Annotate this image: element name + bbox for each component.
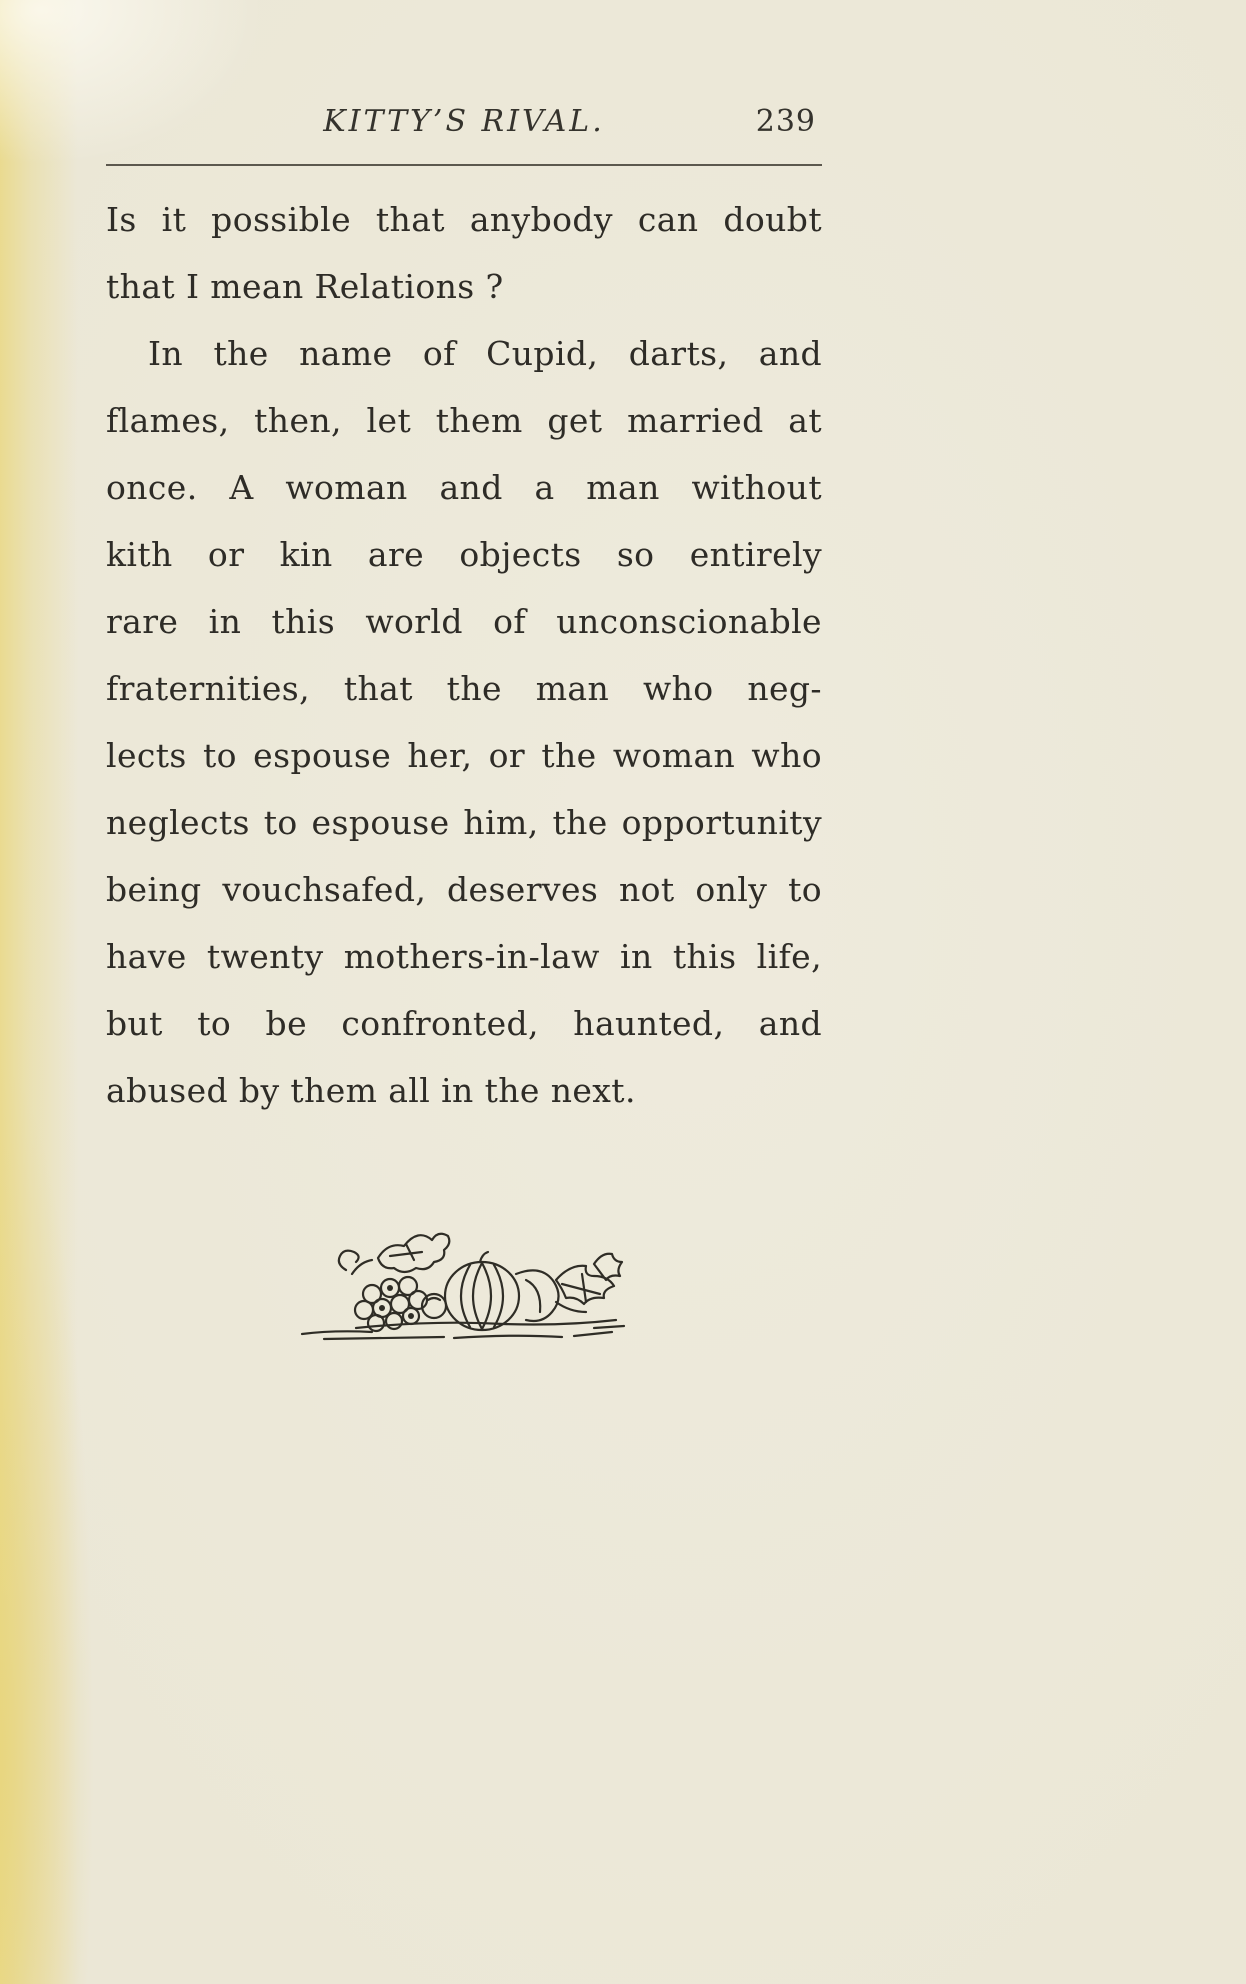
text-line: that I mean Relations ? bbox=[106, 267, 504, 306]
text-line: have twenty mothers-in-law in this life, bbox=[106, 937, 822, 976]
vignette-container bbox=[106, 1208, 822, 1346]
text-line: flames, then, let them get married at bbox=[106, 401, 822, 440]
text-line: neglects to espouse him, the opportunity bbox=[106, 803, 822, 842]
text-line: being vouchsafed, deserves not only to bbox=[106, 870, 822, 909]
body-text bbox=[106, 186, 822, 1124]
page-title: KITTY’S RIVAL. bbox=[323, 104, 605, 139]
text-line: but to be confronted, haunted, and bbox=[106, 1004, 822, 1043]
text-line: lects to espouse her, or the woman who bbox=[106, 736, 822, 775]
paragraph-2 bbox=[106, 320, 822, 1124]
text-line: abused by them all in the next. bbox=[106, 1071, 636, 1110]
page-number: 239 bbox=[755, 104, 816, 139]
paragraph-1 bbox=[106, 186, 822, 320]
text-block bbox=[106, 0, 822, 1346]
fruit-vignette-illustration bbox=[294, 1208, 634, 1346]
text-line: rare in this world of unconscionable bbox=[106, 602, 822, 641]
text-line: kith or kin are objects so entirely bbox=[106, 535, 822, 574]
running-head bbox=[106, 104, 822, 150]
text-line: once. A woman and a man without bbox=[106, 468, 822, 507]
text-line: fraternities, that the man who neg- bbox=[106, 669, 822, 708]
text-line: In the name of Cupid, darts, and bbox=[148, 334, 822, 373]
header-rule bbox=[106, 164, 822, 166]
text-line: Is it possible that anybody can doubt bbox=[106, 200, 822, 239]
